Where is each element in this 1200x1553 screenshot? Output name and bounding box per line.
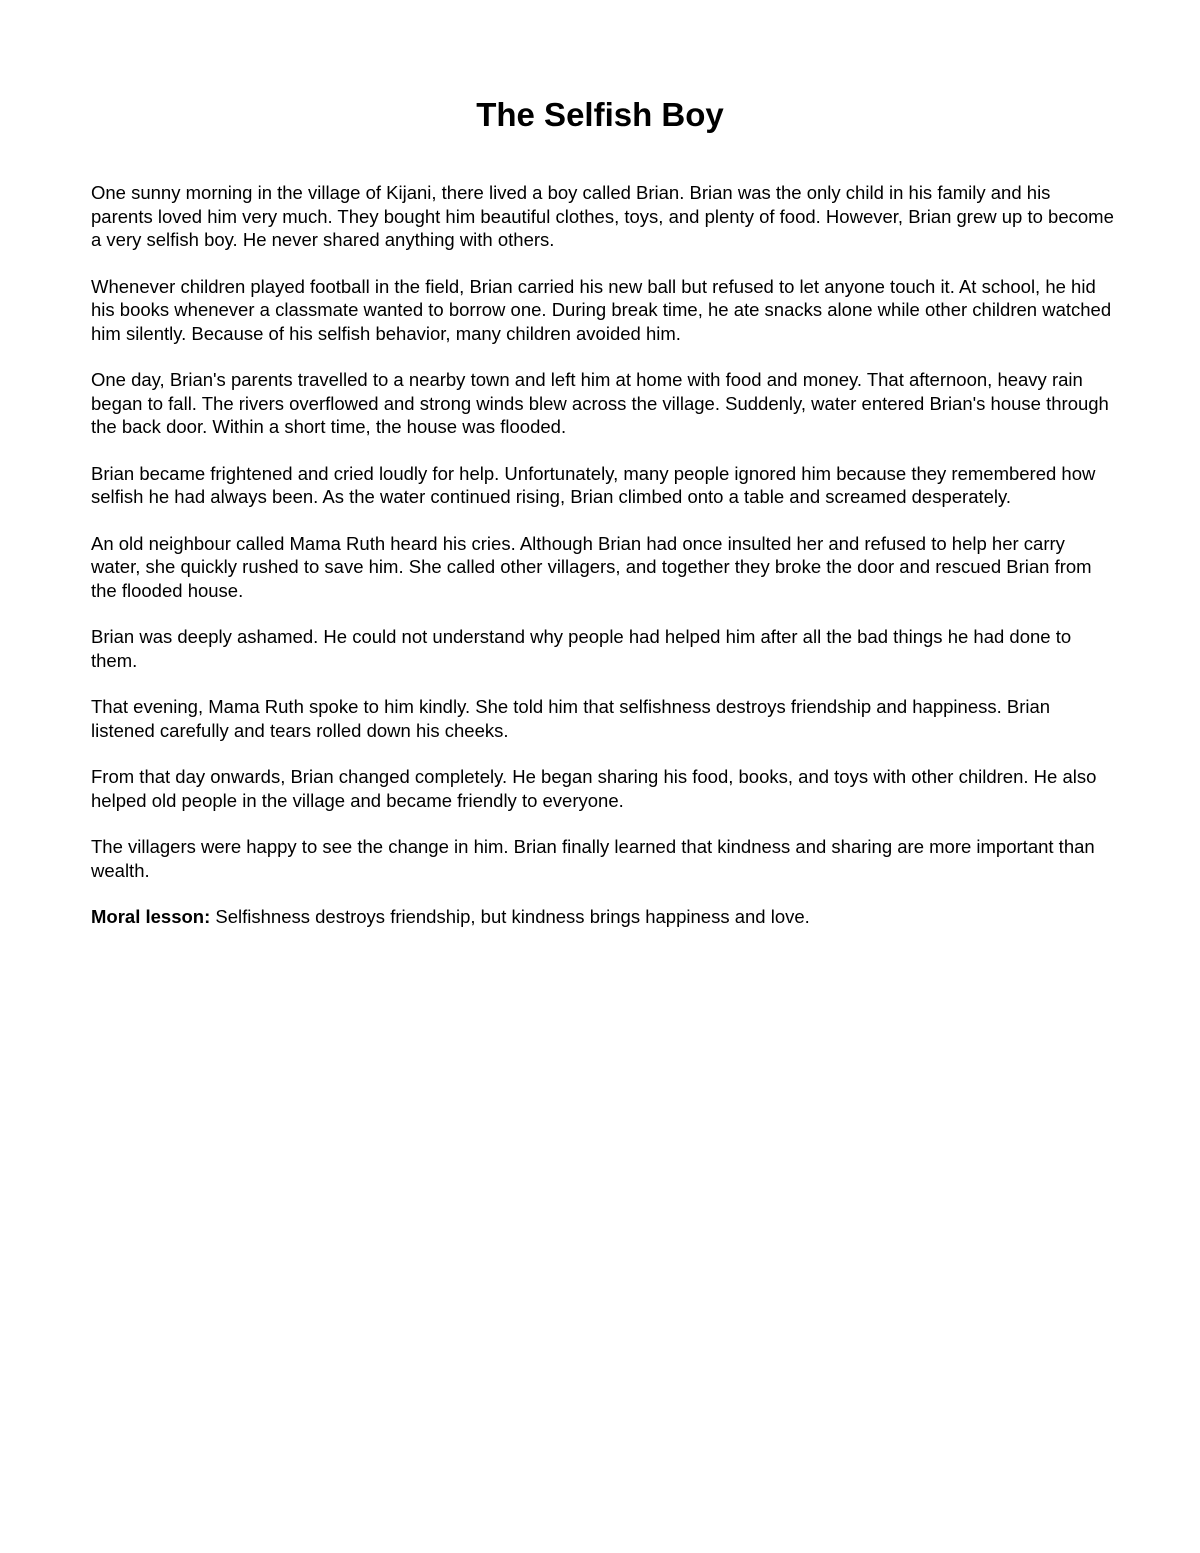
moral-lesson-text: Selfishness destroys friendship, but kindness brings happiness and love. [210, 906, 810, 927]
paragraph-9: The villagers were happy to see the change in him. Brian finally learned that kindness and sharing are more important than wealth. [91, 836, 1095, 881]
story-body [91, 181, 1116, 952]
paragraph-6: Brian was deeply ashamed. He could not understand why people had helped him after all the bad things he had done to them. [91, 626, 1072, 671]
paragraph-5: An old neighbour called Mama Ruth heard his cries. Although Brian had once insulted her and refused to help her carry water, she quickly rushed to save him. She called other villagers, and together they broke the door and rescued Brian from the flooded house. [91, 532, 1092, 601]
paragraph-4: Brian became frightened and cried loudly for help. Unfortunately, many people ignored him because they remembered how selfish he had always been. As the water continued rising, Brian climbed onto a table and screamed desperately. [91, 462, 1096, 507]
paragraph-7: That evening, Mama Ruth spoke to him kindly. She told him that selfishness destroys friendship and happiness. Brian listened carefully and tears rolled down his cheeks. [91, 696, 1051, 741]
paragraph-1: One sunny morning in the village of Kijani, there lived a boy called Brian. Brian was the only child in his family and his parents loved him very much. They bought him beautiful clothes, toys, and plenty of food. However, Brian grew up to become a very selfish boy. He never shared anything with others. [91, 182, 1114, 250]
paragraph-2: Whenever children played football in the field, Brian carried his new ball but refused to let anyone touch it. At school, he hid his books whenever a classmate wanted to borrow one. During break time, he ate snacks alone while other children watched him silently. Because of his selfish behavior, many children avoided him. [91, 275, 1112, 344]
moral-lesson [91, 905, 1116, 929]
paragraph-3: One day, Brian's parents travelled to a nearby town and left him at home with food and money. That afternoon, heavy rain began to fall. The rivers overflowed and strong winds blew across the village. Suddenly, water entered Brian's house through the back door. Within a short time, the house was flooded. [91, 369, 1109, 437]
moral-lesson-label: Moral lesson: [91, 906, 211, 927]
page-title: The Selfish Boy [476, 96, 724, 133]
paragraph-8: From that day onwards, Brian changed completely. He began sharing his food, books, and toys with other children. He also helped old people in the village and became friendly to everyone. [91, 766, 1097, 811]
